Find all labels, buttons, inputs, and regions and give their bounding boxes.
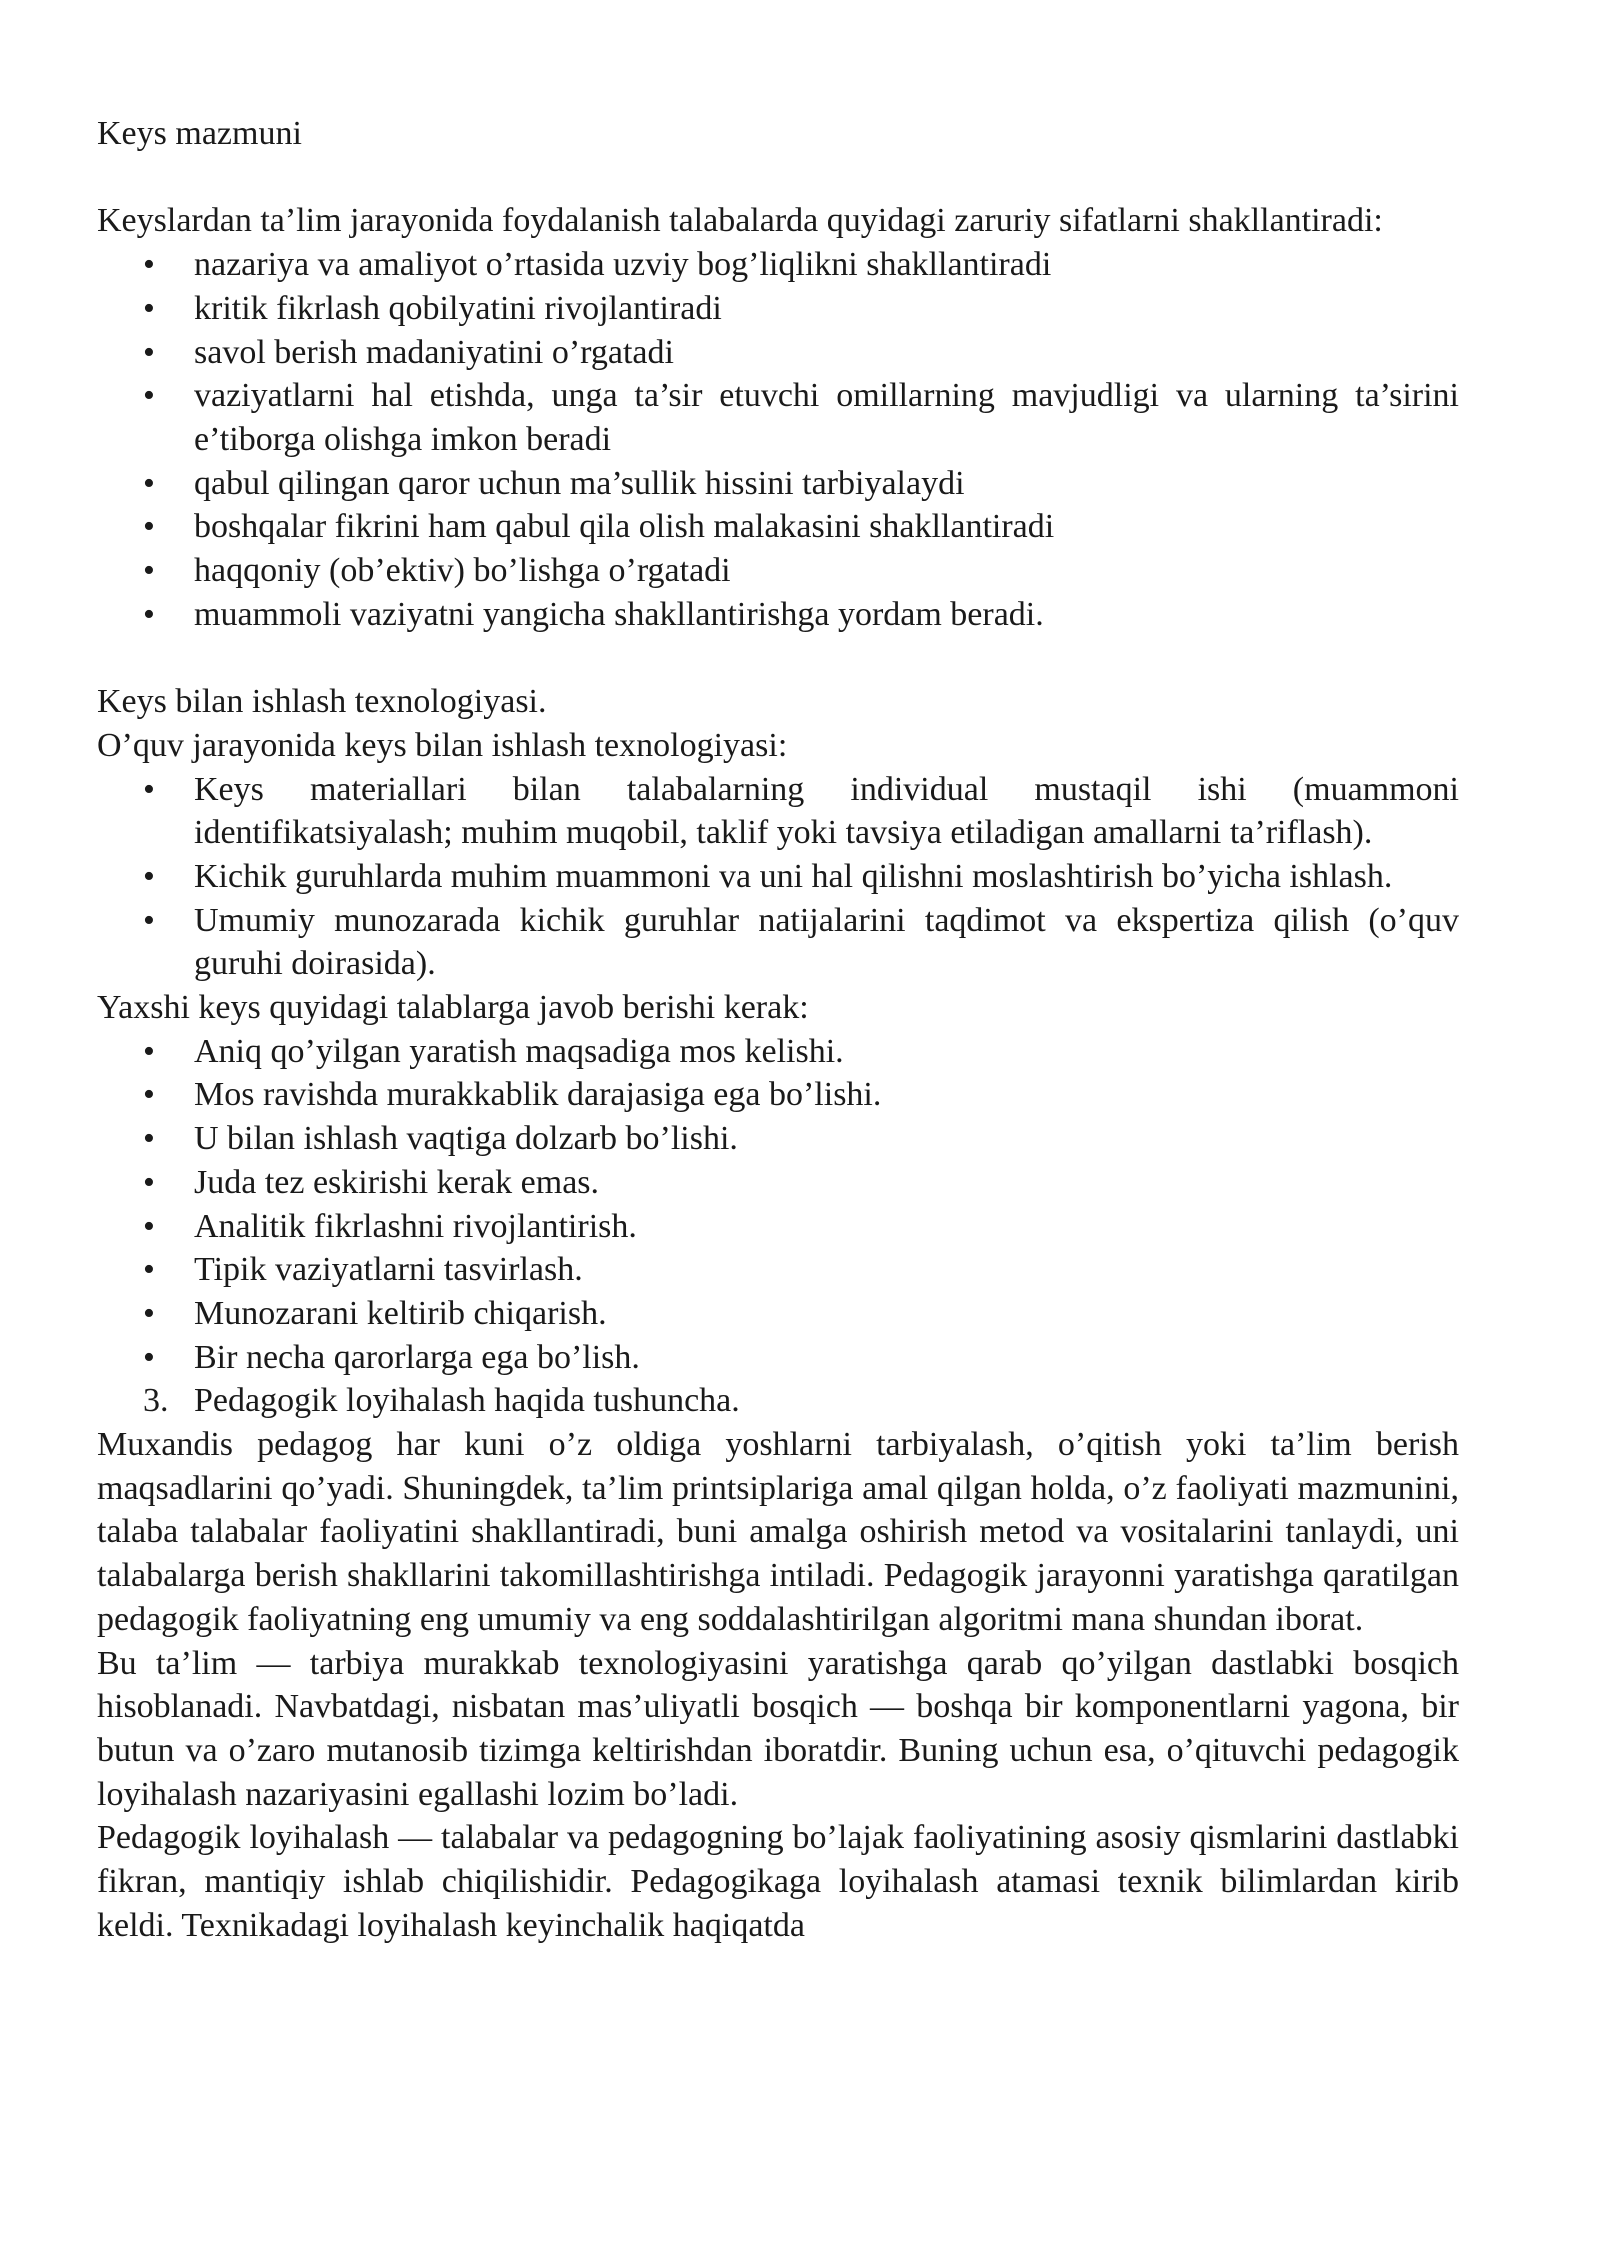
list-item: • Aniq qo’yilgan yaratish maqsadiga mos kelishi. bbox=[97, 1030, 1459, 1074]
list-item: • Umumiy munozarada kichik guruhlar natijalarini taqdimot va ekspertiza qilish (o’quv guruhi doirasida). bbox=[97, 899, 1459, 986]
list-item: • vaziyatlarni hal etishda, unga ta’sir etuvchi omillarning mavjudligi va ularning ta’sirini e’tiborga olishga imkon beradi bbox=[97, 374, 1459, 461]
list-item: • Keys materiallari bilan talabalarning individual mustaqil ishi (muammoni identifikatsiyalash; muhim muqobil, taklif yoki tavsiya etiladigan amallarni ta’riflash). bbox=[97, 768, 1459, 855]
document-page bbox=[97, 112, 1459, 1948]
blank-line bbox=[97, 156, 1459, 200]
list-item: • Munozarani keltirib chiqarish. bbox=[97, 1292, 1459, 1336]
list-item: • boshqalar fikrini ham qabul qila olish malakasini shakllantiradi bbox=[97, 505, 1459, 549]
intro-paragraph: O’quv jarayonida keys bilan ishlash texnologiyasi: bbox=[97, 726, 788, 764]
list-item: • kritik fikrlash qobilyatini rivojlantiradi bbox=[97, 287, 1459, 331]
list-item: • qabul qilingan qaror uchun ma’sullik hissini tarbiyalaydi bbox=[97, 462, 1459, 506]
list-item: • Tipik vaziyatlarni tasvirlash. bbox=[97, 1248, 1459, 1292]
section-heading-keys-mazmuni: Keys mazmuni bbox=[97, 115, 302, 152]
list-item: • Juda tez eskirishi kerak emas. bbox=[97, 1161, 1459, 1205]
blank-line bbox=[97, 636, 1459, 680]
numbered-heading-pedagogik-loyihalash bbox=[97, 1379, 1459, 1423]
list-item: • muammoli vaziyatni yangicha shakllantirishga yordam beradi. bbox=[97, 593, 1459, 637]
heading-text: Pedagogik loyihalash haqida tushuncha. bbox=[194, 1382, 740, 1420]
list-item: • nazariya va amaliyot o’rtasida uzviy bog’liqlikni shakllantiradi bbox=[97, 243, 1459, 287]
body-paragraph: Pedagogik loyihalash — talabalar va pedagogning bo’lajak faoliyatining asosiy qismlarini dastlabki fikran, mantiqiy ishlab chiqilishidir. Pedagogikaga loyihalash atamasi texnik bilimlardan kirib keldi. Texnikadagi loyihalash keyinchalik haqiqatda bbox=[97, 1819, 1459, 1944]
list-item: • savol berish madaniyatini o’rgatadi bbox=[97, 331, 1459, 375]
heading-number: 3. bbox=[143, 1382, 169, 1420]
list-item: • Kichik guruhlarda muhim muammoni va uni hal qilishni moslashtirish bo’yicha ishlash. bbox=[97, 855, 1459, 899]
body-paragraph: Muxandis pedagog har kuni o’z oldiga yoshlarni tarbiyalash, o’qitish yoki ta’lim berish maqsadlarini qo’yadi. Shuningdek, ta’lim printsiplariga amal qilgan holda, o’z faoliyati mazmunini, talaba talabalar faoliyatini shakllantiradi, buni amalga oshirish metod va vositalarini tanlaydi, uni talabalarga berish shakllarini takomillashtirishga intiladi. Pedagogik jarayonni yaratishga qaratilgan pedagogik faoliyatning eng umumiy va eng soddalashtirilgan algoritmi mana shundan iborat. bbox=[97, 1426, 1459, 1638]
requirements-list bbox=[97, 1030, 1459, 1380]
list-item: • Analitik fikrlashni rivojlantirish. bbox=[97, 1205, 1459, 1249]
list-item: • haqqoniy (ob’ektiv) bo’lishga o’rgatadi bbox=[97, 549, 1459, 593]
list-item: • Mos ravishda murakkablik darajasiga ega bo’lishi. bbox=[97, 1073, 1459, 1117]
body-paragraph: Bu ta’lim — tarbiya murakkab texnologiyasini yaratishga qarab qo’yilgan dastlabki bosqich hisoblanadi. Navbatdagi, nisbatan mas’uliyatli bosqich — boshqa bir komponentlarni yagona, bir butun va o’zaro mutanosib tizimga keltirishdan iboratdir. Buning uchun esa, o’qituvchi pedagogik loyihalash nazariyasini egallashi lozim bo’ladi. bbox=[97, 1644, 1459, 1813]
list-item: • U bilan ishlash vaqtiga dolzarb bo’lishi. bbox=[97, 1117, 1459, 1161]
intro-paragraph: Keyslardan ta’lim jarayonida foydalanish talabalarda quyidagi zaruriy sifatlarni shakllantiradi: bbox=[97, 202, 1383, 240]
section-heading-keys-texnologiyasi: Keys bilan ishlash texnologiyasi. bbox=[97, 683, 547, 721]
numbered-heading-list bbox=[97, 1379, 1459, 1423]
qualities-list bbox=[97, 243, 1459, 636]
list-item: • Bir necha qarorlarga ega bo’lish. bbox=[97, 1336, 1459, 1380]
technology-steps-list bbox=[97, 768, 1459, 987]
intro-paragraph: Yaxshi keys quyidagi talablarga javob berishi kerak: bbox=[97, 989, 809, 1027]
